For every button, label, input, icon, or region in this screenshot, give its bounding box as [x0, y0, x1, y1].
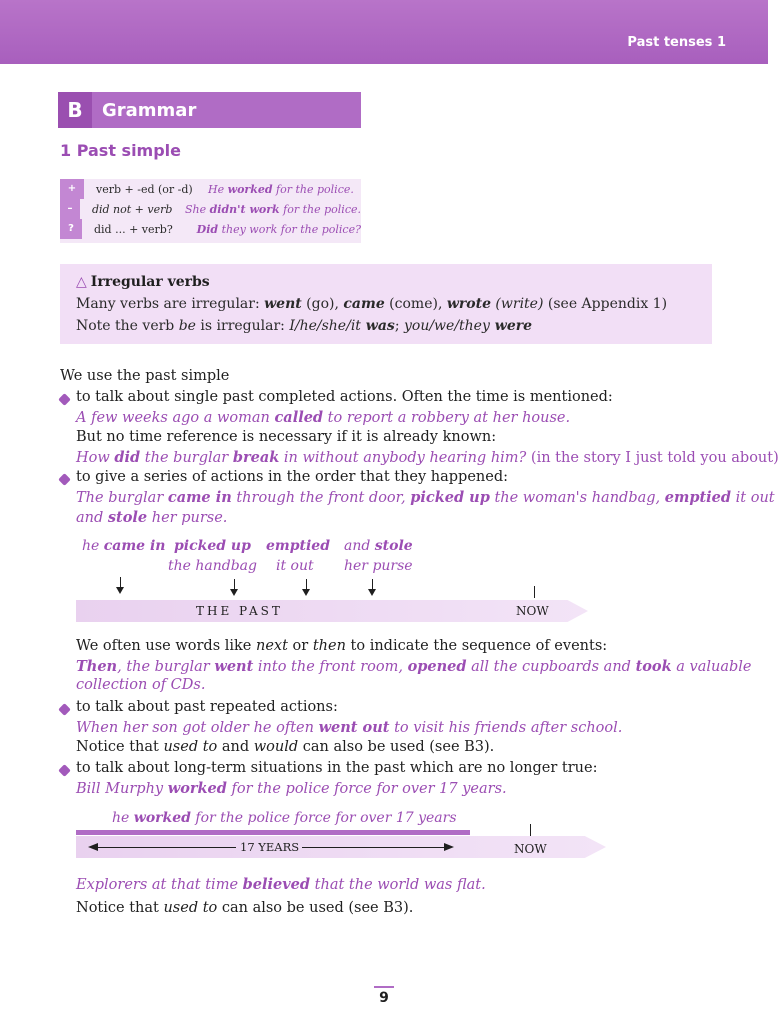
- timeline-label: he worked for the police force for over 17 years: [112, 810, 457, 826]
- bullet-text: to talk about single past completed actions. Often the time is mentioned:: [76, 389, 613, 405]
- timeline-strip: [76, 600, 588, 622]
- plus-symbol: +: [60, 179, 84, 200]
- body-note: But no time reference is necessary if it is already known:: [76, 429, 497, 445]
- bullet-text: to talk about past repeated actions:: [76, 699, 338, 715]
- duration-label: 17 YEARS: [240, 840, 300, 854]
- arrow-left-icon: [88, 843, 98, 851]
- example-sentence: How did the burglar break in without anybody hearing him? (in the story I just told you about): [76, 449, 779, 466]
- page-number: 9: [379, 990, 389, 1006]
- bullet-text: to give a series of actions in the order that they happened:: [76, 469, 509, 485]
- forms-structure: verb + -ed (or -d): [96, 182, 193, 196]
- forms-example: He worked for the police.: [208, 182, 354, 196]
- intro-text: We use the past simple: [60, 368, 230, 384]
- bullet-diamond-icon: [58, 764, 71, 777]
- forms-row-affirmative: [60, 179, 361, 199]
- duration-line: [302, 847, 446, 848]
- timeline-label: he came in: [82, 538, 166, 554]
- example-sentence: Bill Murphy worked for the police force for over 17 years.: [76, 780, 507, 797]
- header-band: [0, 0, 768, 64]
- forms-structure: did not + verb: [91, 202, 173, 216]
- timeline-label: and stole: [344, 538, 413, 554]
- irregular-verbs-line: Many verbs are irregular: went (go), came (come), wrote (write) (see Appendix 1): [76, 296, 668, 312]
- forms-structure: did ... + verb?: [94, 222, 173, 236]
- example-sentence: The burglar came in through the front door, picked up the woman's handbag, emptied it out: [76, 489, 775, 506]
- example-sentence: Then, the burglar went into the front room, opened all the cupboards and took a valuable: [76, 658, 752, 675]
- timeline-label: picked up: [174, 538, 251, 554]
- arrow-right-icon: [444, 843, 454, 851]
- section-letter: B: [58, 92, 92, 128]
- bullet-diamond-icon: [58, 473, 71, 486]
- forms-example: She didn't work for the police.: [184, 202, 361, 216]
- irregular-verbs-line: Note the verb be is irregular: I/he/she/it was; you/we/they were: [76, 318, 533, 334]
- bullet-diamond-icon: [58, 703, 71, 716]
- timeline-now-label: NOW: [514, 842, 547, 856]
- section-title: Grammar: [102, 99, 197, 121]
- example-sentence: A few weeks ago a woman called to report a robbery at her house.: [76, 409, 571, 426]
- forms-row-question: [60, 219, 361, 239]
- timeline-past-label: THE PAST: [196, 604, 283, 618]
- example-sentence: collection of CDs.: [76, 677, 206, 693]
- warning-triangle-icon: △: [76, 274, 87, 290]
- example-sentence: Explorers at that time believed that the world was flat.: [76, 876, 486, 893]
- timeline-label: emptied: [266, 538, 330, 554]
- timeline-label: the handbag: [168, 558, 257, 574]
- forms-example: Did they work for the police?: [196, 222, 361, 236]
- now-marker: [534, 586, 535, 598]
- example-sentence: When her son got older he often went out to visit his friends after school.: [76, 719, 623, 736]
- irregular-verbs-box: [60, 264, 712, 344]
- example-sentence: and stole her purse.: [76, 509, 228, 526]
- now-marker: [530, 824, 531, 836]
- page-number-rule: [374, 986, 394, 988]
- subsection-heading: 1 Past simple: [60, 141, 182, 160]
- forms-row-negative: [60, 199, 361, 219]
- timeline-label: it out: [276, 558, 314, 574]
- bullet-diamond-icon: [58, 393, 71, 406]
- running-head: Past tenses 1: [627, 35, 726, 50]
- bullet-text: to talk about long-term situations in the past which are no longer true:: [76, 760, 598, 776]
- body-note: Notice that used to can also be used (see B3).: [76, 900, 414, 916]
- duration-line: [98, 847, 236, 848]
- question-symbol: ?: [60, 219, 82, 240]
- timeline-now-label: NOW: [516, 604, 549, 618]
- irregular-verbs-title: △ Irregular verbs: [76, 274, 210, 290]
- body-note: Notice that used to and would can also be used (see B3).: [76, 739, 495, 755]
- forms-table: [60, 179, 361, 243]
- timeline-label: her purse: [344, 558, 413, 574]
- section-bar: [58, 92, 361, 128]
- body-note: We often use words like next or then to indicate the sequence of events:: [76, 638, 608, 654]
- duration-bar: [76, 830, 470, 835]
- minus-symbol: –: [60, 199, 80, 220]
